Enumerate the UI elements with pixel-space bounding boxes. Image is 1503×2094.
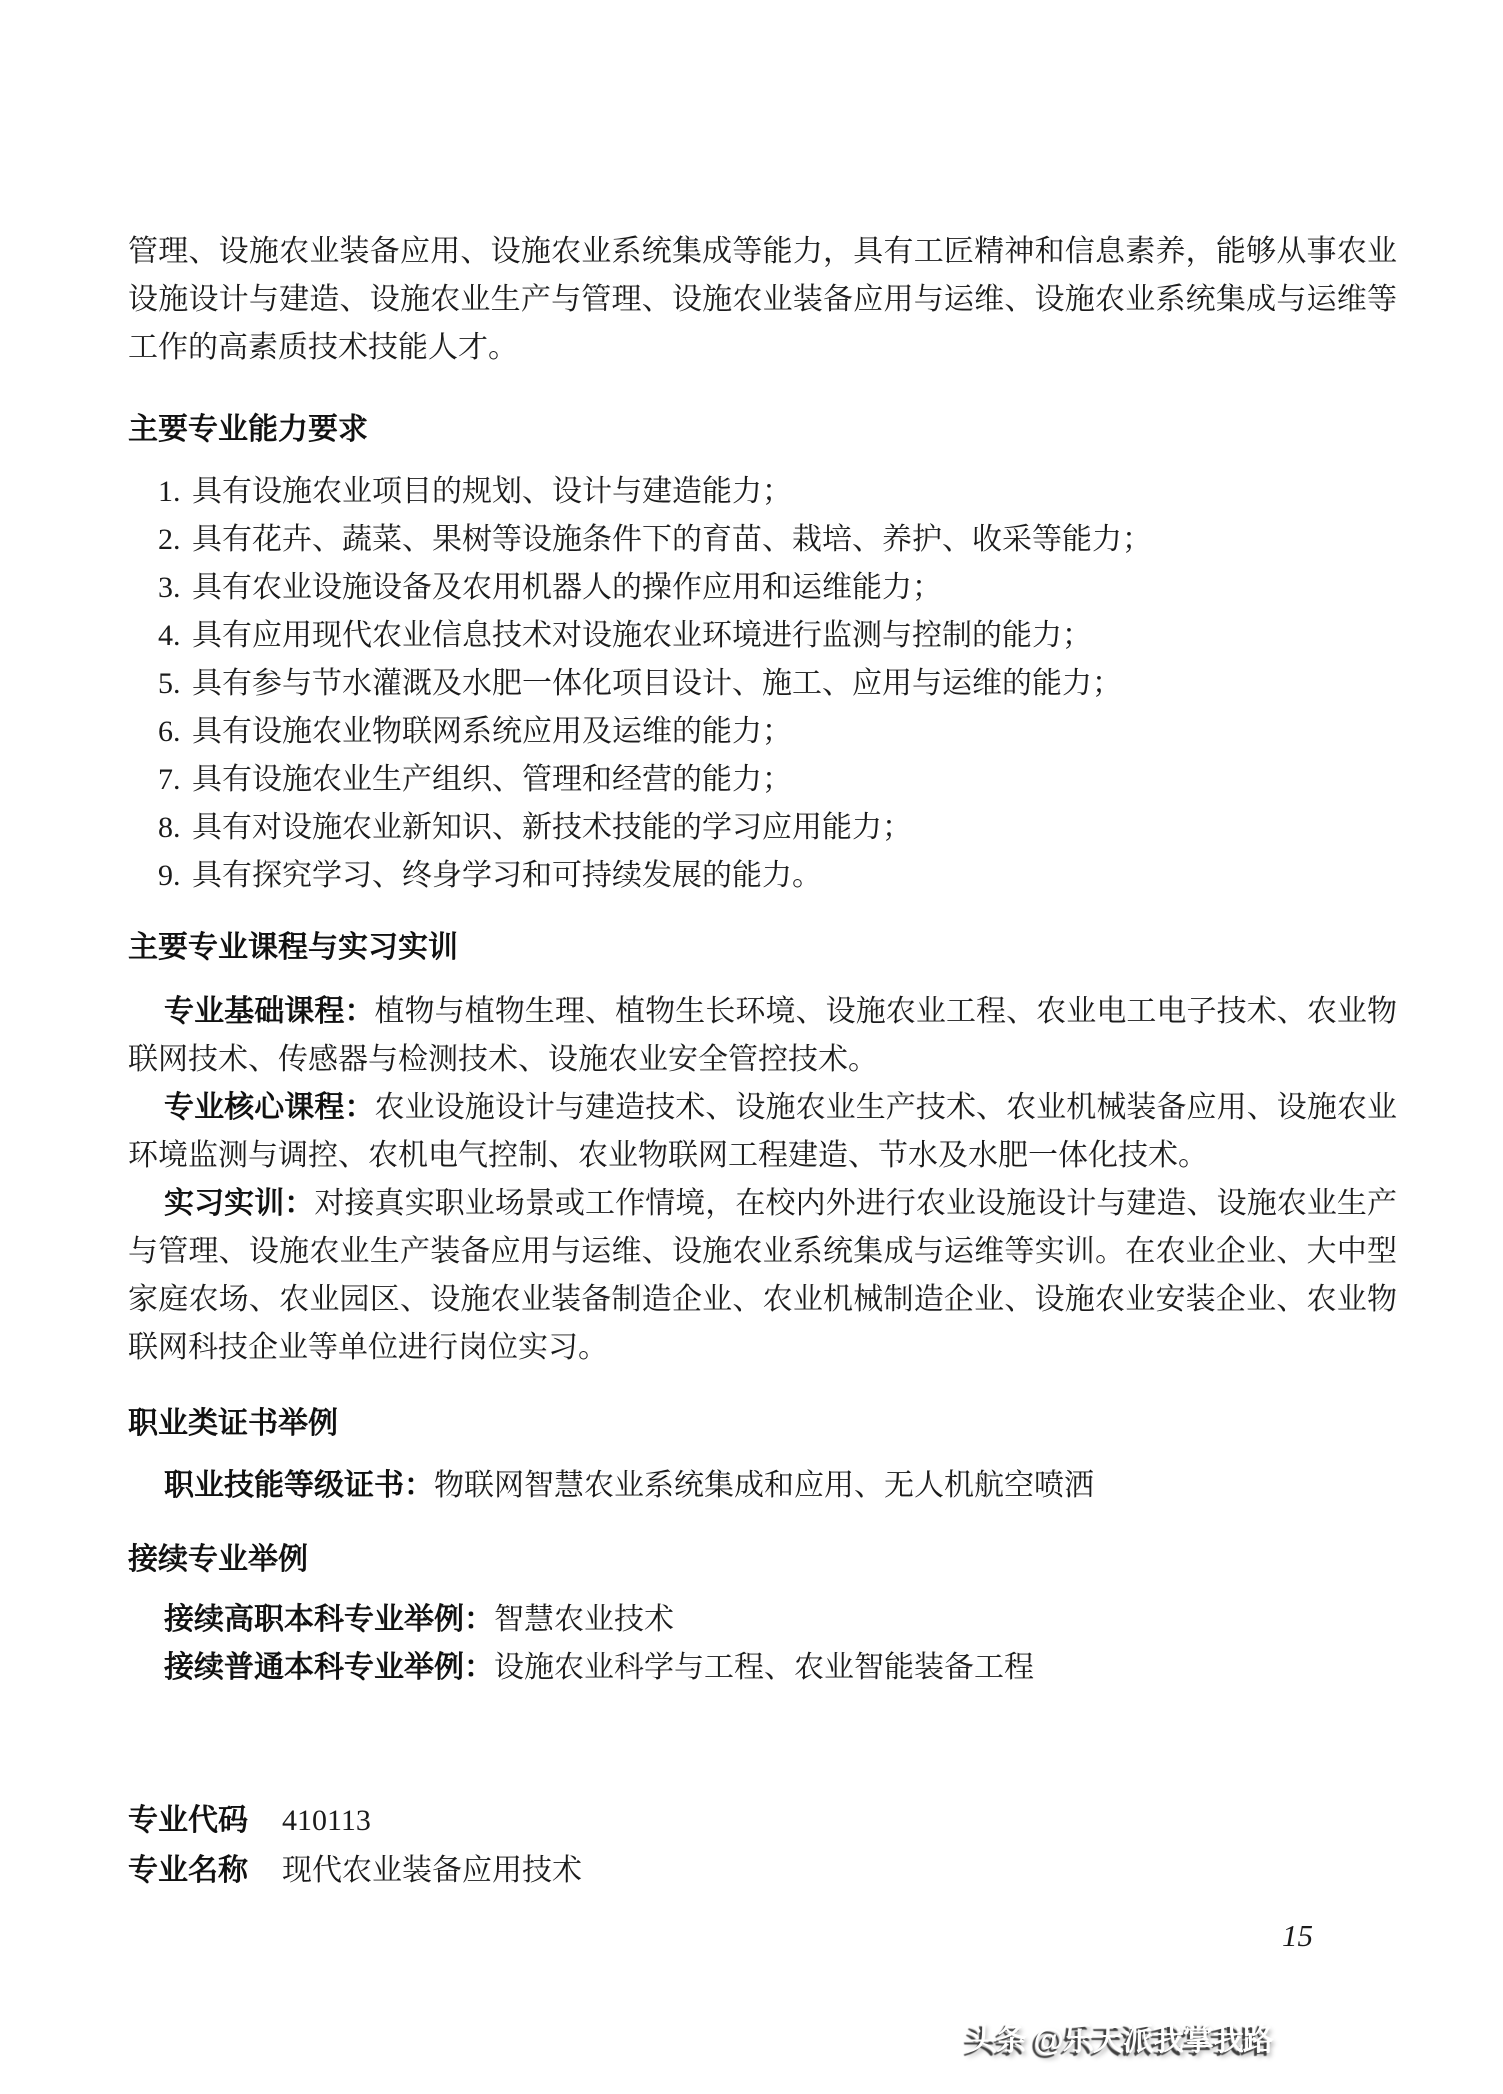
ability-item-text: 具有花卉、蔬菜、果树等设施条件下的育苗、栽培、养护、收采等能力； bbox=[192, 523, 1152, 556]
next-major-info bbox=[128, 1796, 1397, 1896]
ability-item-text: 具有对设施农业新知识、新技术技能的学习应用能力； bbox=[192, 811, 912, 844]
basic-courses-label: 专业基础课程： bbox=[164, 995, 375, 1028]
ability-item bbox=[128, 468, 1397, 516]
continuation-block bbox=[128, 1596, 1397, 1692]
ability-item-number: 6. bbox=[158, 715, 181, 748]
certificate-text: 物联网智慧农业系统集成和应用、无人机航空喷洒 bbox=[434, 1469, 1094, 1502]
ability-list bbox=[128, 468, 1397, 900]
heading-certificates: 职业类证书举例 bbox=[128, 1407, 338, 1440]
practice-paragraph bbox=[128, 1180, 1397, 1372]
heading-abilities: 主要专业能力要求 bbox=[128, 413, 368, 446]
ability-item-number: 2. bbox=[158, 523, 181, 556]
certificate-label: 职业技能等级证书： bbox=[164, 1469, 434, 1502]
ability-item bbox=[128, 852, 1397, 900]
ability-item bbox=[128, 516, 1397, 564]
major-name-label: 专业名称 bbox=[128, 1854, 248, 1887]
major-code-value: 410113 bbox=[282, 1804, 371, 1837]
ability-item-text: 具有探究学习、终身学习和可持续发展的能力。 bbox=[192, 859, 822, 892]
ability-item-number: 5. bbox=[158, 667, 181, 700]
ability-item-number: 8. bbox=[158, 811, 181, 844]
core-courses-text: 农业设施设计与建造技术、设施农业生产技术、农业机械装备应用、设施农业环境监测与调控、农机电气控制、农业物联网工程建造、节水及水肥一体化技术。 bbox=[128, 1091, 1398, 1172]
continuation-regular-label: 接续普通本科专业举例： bbox=[164, 1651, 494, 1684]
ability-item-text: 具有设施农业生产组织、管理和经营的能力； bbox=[192, 763, 792, 796]
page-number: 15 bbox=[1282, 1918, 1313, 1953]
ability-item-text: 具有设施农业物联网系统应用及运维的能力； bbox=[192, 715, 792, 748]
continuation-higher-text: 智慧农业技术 bbox=[494, 1603, 674, 1636]
ability-item-text: 具有设施农业项目的规划、设计与建造能力； bbox=[192, 475, 792, 508]
continuation-regular-paragraph bbox=[128, 1644, 1397, 1692]
courses-block bbox=[128, 988, 1397, 1372]
ability-item-text: 具有参与节水灌溉及水肥一体化项目设计、施工、应用与运维的能力； bbox=[192, 667, 1122, 700]
heading-continuation: 接续专业举例 bbox=[128, 1543, 308, 1576]
practice-text: 对接真实职业场景或工作情境，在校内外进行农业设施设计与建造、设施农业生产与管理、设施农业生产装备应用与运维、设施农业系统集成与运维等实训。在农业企业、大中型家庭农场、农业园区、设施农业装备制造企业、农业机械制造企业、设施农业安装企业、农业物联网科技企业等单位进行岗位实习。 bbox=[128, 1187, 1397, 1364]
ability-item-number: 4. bbox=[158, 619, 181, 652]
ability-item bbox=[128, 804, 1397, 852]
major-name-row bbox=[128, 1846, 1397, 1896]
major-name-value: 现代农业装备应用技术 bbox=[282, 1854, 582, 1887]
core-courses-label: 专业核心课程： bbox=[164, 1091, 375, 1124]
continuation-regular-text: 设施农业科学与工程、农业智能装备工程 bbox=[494, 1651, 1034, 1684]
ability-item bbox=[128, 756, 1397, 804]
ability-item-text: 具有农业设施设备及农用机器人的操作应用和运维能力； bbox=[192, 571, 942, 604]
major-code-label: 专业代码 bbox=[128, 1804, 248, 1837]
major-code-row bbox=[128, 1796, 1397, 1846]
certificate-paragraph bbox=[128, 1462, 1397, 1510]
continuation-higher-paragraph bbox=[128, 1596, 1397, 1644]
ability-item-number: 3. bbox=[158, 571, 181, 604]
heading-courses: 主要专业课程与实习实训 bbox=[128, 931, 458, 964]
ability-item bbox=[128, 708, 1397, 756]
ability-item bbox=[128, 660, 1397, 708]
core-courses-paragraph bbox=[128, 1084, 1397, 1180]
ability-item bbox=[128, 564, 1397, 612]
ability-item bbox=[128, 612, 1397, 660]
ability-item-number: 7. bbox=[158, 763, 181, 796]
ability-item-number: 9. bbox=[158, 859, 181, 892]
continuation-higher-label: 接续高职本科专业举例： bbox=[164, 1603, 494, 1636]
ability-item-number: 1. bbox=[158, 475, 181, 508]
basic-courses-text: 植物与植物生理、植物生长环境、设施农业工程、农业电工电子技术、农业物联网技术、传感器与检测技术、设施农业安全管控技术。 bbox=[128, 995, 1398, 1076]
intro-paragraph: 管理、设施农业装备应用、设施农业系统集成等能力，具有工匠精神和信息素养，能够从事农业设施设计与建造、设施农业生产与管理、设施农业装备应用与运维、设施农业系统集成与运维等工作的高素质技术技能人才。 bbox=[128, 235, 1397, 364]
toutiao-watermark: 头条 @乐天派我掌我路 bbox=[966, 2022, 1273, 2057]
ability-item-text: 具有应用现代农业信息技术对设施农业环境进行监测与控制的能力； bbox=[192, 619, 1092, 652]
practice-label: 实习实训： bbox=[164, 1187, 315, 1220]
basic-courses-paragraph bbox=[128, 988, 1397, 1084]
